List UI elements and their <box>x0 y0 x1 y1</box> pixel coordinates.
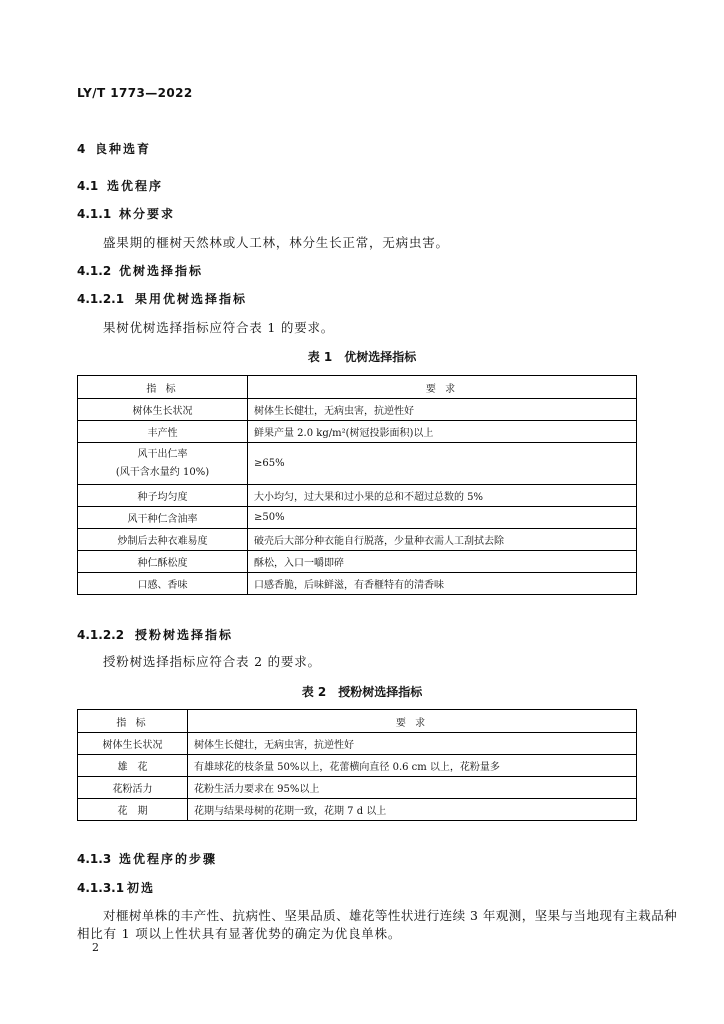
section-heading-4-1 <box>77 177 163 194</box>
section-heading-4-1-1 <box>77 205 175 222</box>
section-title: 授粉树选择指标 <box>135 628 234 642</box>
section-heading-4-1-3 <box>77 850 217 867</box>
indicator-cell: 种子均匀度 <box>78 485 248 507</box>
indicator-cell: 风干种仁含油率 <box>78 507 248 529</box>
table-row <box>78 421 637 443</box>
section-title: 果用优树选择指标 <box>135 292 248 306</box>
section-title: 良种选育 <box>95 142 152 156</box>
indicator-cell: 雄 花 <box>78 755 188 777</box>
indicator-cell: 花粉活力 <box>78 777 188 799</box>
requirement-cell: 口感香脆，后味鲜滋，有香榧特有的清香味 <box>248 573 637 595</box>
table-row <box>78 777 637 799</box>
section-title: 选优程序 <box>107 179 164 193</box>
section-heading-4 <box>77 140 151 157</box>
table-row <box>78 755 637 777</box>
section-heading-4-1-2 <box>77 262 203 279</box>
column-header-requirement: 要 求 <box>248 376 637 399</box>
table-row <box>78 529 637 551</box>
requirement-cell: 有雄球花的枝条量 50%以上，花蕾横向直径 0.6 cm 以上，花粉量多 <box>188 755 637 777</box>
page-number: 2 <box>92 941 99 954</box>
requirement-cell: 花期与结果母树的花期一致，花期 7 d 以上 <box>188 799 637 821</box>
indicator-cell <box>78 443 248 485</box>
column-header-indicator: 指 标 <box>78 376 248 399</box>
paragraph-table1-reference: 果树优树选择指标应符合表 1 的要求。 <box>103 320 335 335</box>
requirement-cell: 鲜果产量 2.0 kg/m²(树冠投影面积)以上 <box>248 421 637 443</box>
section-heading-4-1-2-1 <box>77 290 247 307</box>
indicator-cell: 树体生长状况 <box>78 399 248 421</box>
section-number: 4.1.2.1 <box>77 292 125 306</box>
table-row <box>78 573 637 595</box>
section-number: 4 <box>77 142 86 156</box>
indicator-cell: 丰产性 <box>78 421 248 443</box>
requirement-cell: ≥50% <box>248 507 637 529</box>
section-number: 4.1.1 <box>77 207 112 221</box>
column-header-indicator: 指 标 <box>78 710 188 733</box>
indicator-cell: 口感、香味 <box>78 573 248 595</box>
section-heading-4-1-3-1 <box>77 879 155 896</box>
section-title: 优树选择指标 <box>119 264 204 278</box>
requirement-cell: 破壳后大部分种衣能自行脱落，少量种衣需人工刮拭去除 <box>248 529 637 551</box>
column-header-requirement: 要 求 <box>188 710 637 733</box>
requirement-cell: 酥松，入口一嚼即碎 <box>248 551 637 573</box>
indicator-cell: 种仁酥松度 <box>78 551 248 573</box>
requirement-cell: 树体生长健壮，无病虫害，抗逆性好 <box>248 399 637 421</box>
section-number: 4.1 <box>77 179 99 193</box>
paragraph-initial-selection-line1: 对榧树单株的丰产性、抗病性、坚果品质、雄花等性状进行连续 3 年观测，坚果与当地现有主栽品种 <box>103 908 678 923</box>
paragraph-stand-requirement: 盛果期的榧树天然林或人工林，林分生长正常，无病虫害。 <box>103 235 449 250</box>
table1-elite-tree-criteria <box>77 375 637 595</box>
table-row <box>78 799 637 821</box>
requirement-cell: ≥65% <box>248 443 637 485</box>
table2-pollinizer-criteria <box>77 709 637 821</box>
table-row <box>78 733 637 755</box>
indicator-cell: 树体生长状况 <box>78 733 188 755</box>
paragraph-table2-reference: 授粉树选择指标应符合表 2 的要求。 <box>103 654 321 669</box>
section-number: 4.1.3 <box>77 852 112 866</box>
indicator-label: 风干出仁率 <box>137 448 188 460</box>
section-heading-4-1-2-2 <box>77 626 233 643</box>
indicator-sublabel: (风干含水量约 10%) <box>115 466 210 478</box>
table-row <box>78 551 637 573</box>
indicator-cell: 花 期 <box>78 799 188 821</box>
document-id-header: LY/T 1773—2022 <box>77 86 193 100</box>
requirement-cell: 花粉生活力要求在 95%以上 <box>188 777 637 799</box>
section-number: 4.1.2 <box>77 264 112 278</box>
requirement-cell: 树体生长健壮，无病虫害，抗逆性好 <box>188 733 637 755</box>
table-row <box>78 485 637 507</box>
section-number: 4.1.2.2 <box>77 628 125 642</box>
table-header-row <box>78 710 637 733</box>
table1-caption: 表 1 优树选择指标 <box>307 350 417 364</box>
table2-caption: 表 2 授粉树选择指标 <box>301 685 423 699</box>
requirement-cell: 大小均匀，过大果和过小果的总和不超过总数的 5% <box>248 485 637 507</box>
section-title: 初选 <box>127 881 156 895</box>
section-title: 选优程序的步骤 <box>119 852 218 866</box>
table-row <box>78 399 637 421</box>
paragraph-initial-selection-line2: 相比有 1 项以上性状具有显著优势的确定为优良单株。 <box>77 926 402 941</box>
table-header-row <box>78 376 637 399</box>
table-row <box>78 507 637 529</box>
indicator-cell: 炒制后去种衣难易度 <box>78 529 248 551</box>
section-number: 4.1.3.1 <box>77 881 125 895</box>
table-row <box>78 443 637 485</box>
section-title: 林分要求 <box>119 207 176 221</box>
